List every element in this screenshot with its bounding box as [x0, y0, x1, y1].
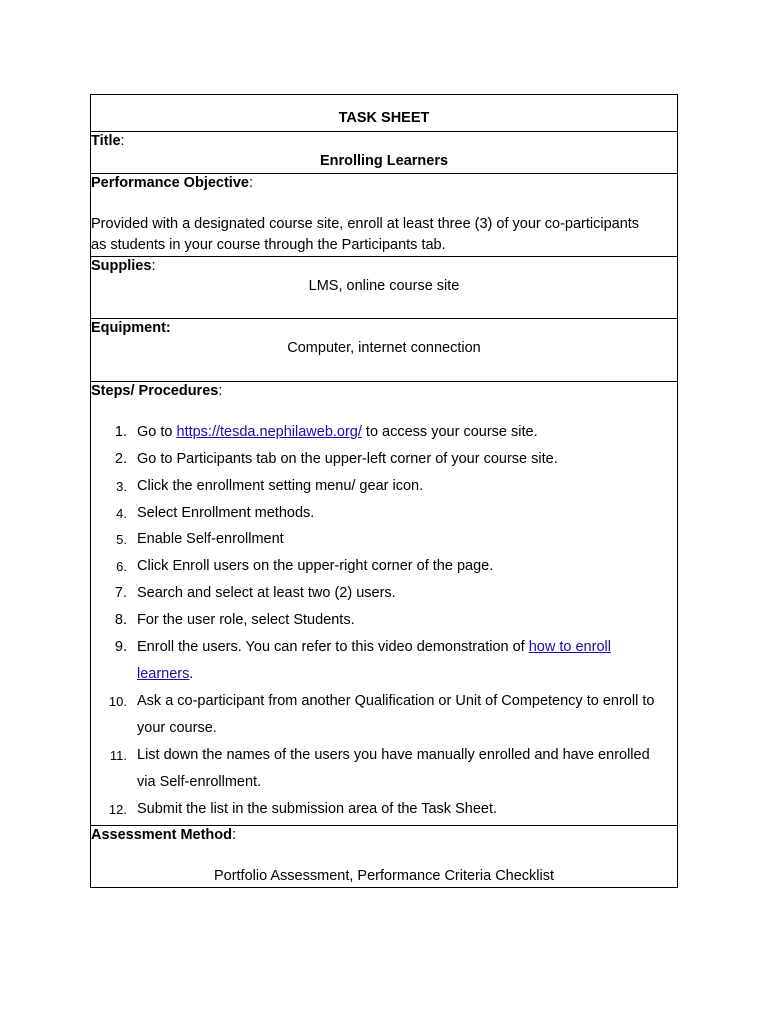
supplies-value: LMS, online course site [308, 278, 460, 294]
enroll-video-link-cont[interactable]: learners [137, 666, 190, 682]
equipment-value: Computer, internet connection [287, 340, 481, 356]
list-item: 3. Click the enrollment setting menu/ gear icon. [116, 478, 424, 494]
supplies-row [91, 257, 677, 319]
objective-text-line-2: as students in your course through the Participants tab. [91, 237, 446, 253]
objective-text-line-1: Provided with a designated course site, enroll at least three (3) of your co-participants [91, 216, 640, 232]
supplies-label: Supplies: [91, 258, 156, 274]
equipment-row [91, 319, 677, 382]
course-site-link[interactable]: https://tesda.nephilaweb.org/ [176, 424, 362, 440]
list-item: 9. Enroll the users. You can refer to this video demonstration of how to enroll [114, 639, 611, 655]
steps-row [91, 382, 677, 826]
list-item-continuation: via Self-enrollment. [137, 774, 262, 790]
list-item: 1. Go to https://tesda.nephilaweb.org/ to access your course site. [114, 424, 538, 440]
task-sheet-table [90, 94, 678, 888]
header-row [91, 95, 677, 132]
title-row [91, 132, 677, 174]
list-item: 11. List down the names of the users you have manually enrolled and have enrolled [109, 747, 650, 763]
title-label: Title: [91, 133, 125, 149]
list-item: 7. Search and select at least two (2) users. [114, 585, 396, 601]
list-item: 5. Enable Self-enrollment [116, 531, 284, 547]
list-item: 10. Ask a co-participant from another Qualification or Unit of Competency to enroll to [108, 693, 655, 709]
enroll-video-link[interactable]: how to enroll [528, 639, 611, 655]
list-item: 4. Select Enrollment methods. [116, 505, 315, 521]
equipment-label: Equipment: [91, 320, 171, 336]
assessment-label: Assessment Method: [91, 827, 237, 843]
list-item: 6. Click Enroll users on the upper-right corner of the page. [116, 558, 494, 574]
list-item: 12. Submit the list in the submission area of the Task Sheet. [108, 801, 498, 817]
task-title: Enrolling Learners [319, 153, 449, 169]
list-item: 8. For the user role, select Students. [114, 612, 355, 628]
objective-row [91, 174, 677, 257]
list-item-continuation: learners. [137, 666, 194, 682]
sheet-title: TASK SHEET [338, 110, 430, 126]
assessment-value: Portfolio Assessment, Performance Criteria Checklist [213, 868, 555, 884]
list-item: 2. Go to Participants tab on the upper-left corner of your course site. [114, 451, 558, 467]
list-item-continuation: your course. [137, 720, 217, 736]
steps-label: Steps/ Procedures: [91, 383, 223, 399]
assessment-row [91, 826, 677, 887]
objective-label: Performance Objective: [91, 175, 253, 191]
